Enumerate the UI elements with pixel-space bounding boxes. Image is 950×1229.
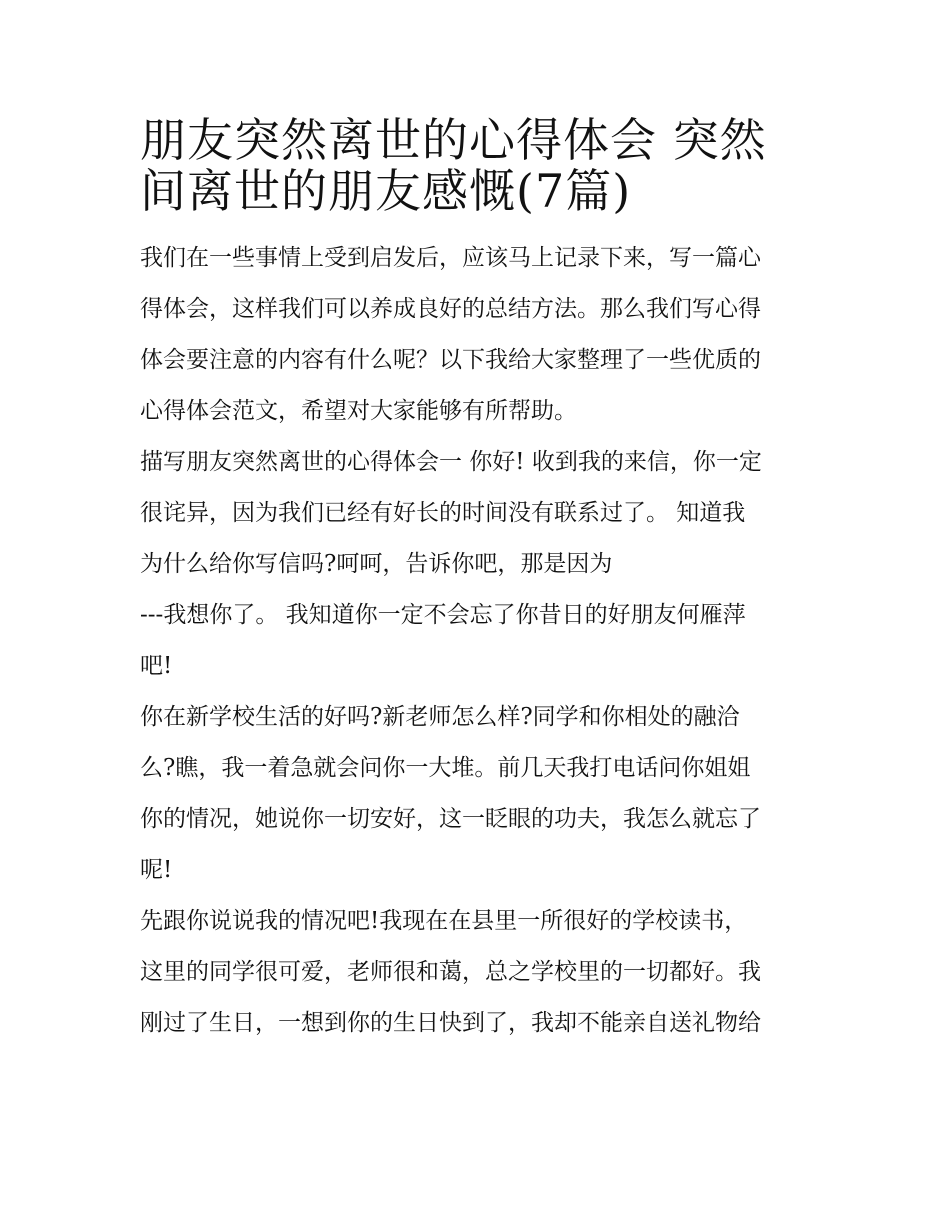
body-line: 我们在一些事情上受到启发后，应该马上记录下来，写一篇心: [140, 245, 761, 271]
body-line: 你在新学校生活的好吗?新老师怎么样?同学和你相处的融洽: [140, 704, 740, 730]
body-line: ---我想你了。 我知道你一定不会忘了你昔日的好朋友何雁萍: [140, 602, 746, 628]
body-line: 你的情况，她说你一切安好，这一眨眼的功夫，我怎么就忘了: [140, 806, 761, 832]
body-line: 描写朋友突然离世的心得体会一 你好! 收到我的来信，你一定: [140, 449, 762, 475]
document-body: [140, 233, 815, 1049]
body-line: 为什么给你写信吗?呵呵，告诉你吧，那是因为: [140, 551, 613, 577]
body-line: 体会要注意的内容有什么呢？以下我给大家整理了一些优质的: [140, 347, 761, 373]
document-page: [140, 115, 815, 1049]
title-line: 间离世的朋友感慨(7篇): [140, 164, 632, 218]
body-line: 这里的同学很可爱，老师很和蔼，总之学校里的一切都好。我: [140, 959, 761, 985]
body-line: 刚过了生日，一想到你的生日快到了，我却不能亲自送礼物给: [140, 1010, 761, 1036]
body-line: 么?瞧，我一着急就会问你一大堆。前几天我打电话问你姐姐: [140, 755, 751, 781]
body-line: 很诧异，因为我们已经有好长的时间没有联系过了。 知道我: [140, 500, 746, 526]
document-title: [140, 115, 815, 217]
body-line: 吧!: [140, 653, 173, 679]
body-line: 先跟你说说我的情况吧!我现在在县里一所很好的学校读书，: [140, 908, 748, 934]
title-line: 朋友突然离世的心得体会 突然: [140, 113, 767, 167]
body-line: 得体会，这样我们可以养成良好的总结方法。那么我们写心得: [140, 296, 761, 322]
body-line: 心得体会范文，希望对大家能够有所帮助。: [140, 398, 577, 424]
body-line: 呢!: [140, 857, 173, 883]
